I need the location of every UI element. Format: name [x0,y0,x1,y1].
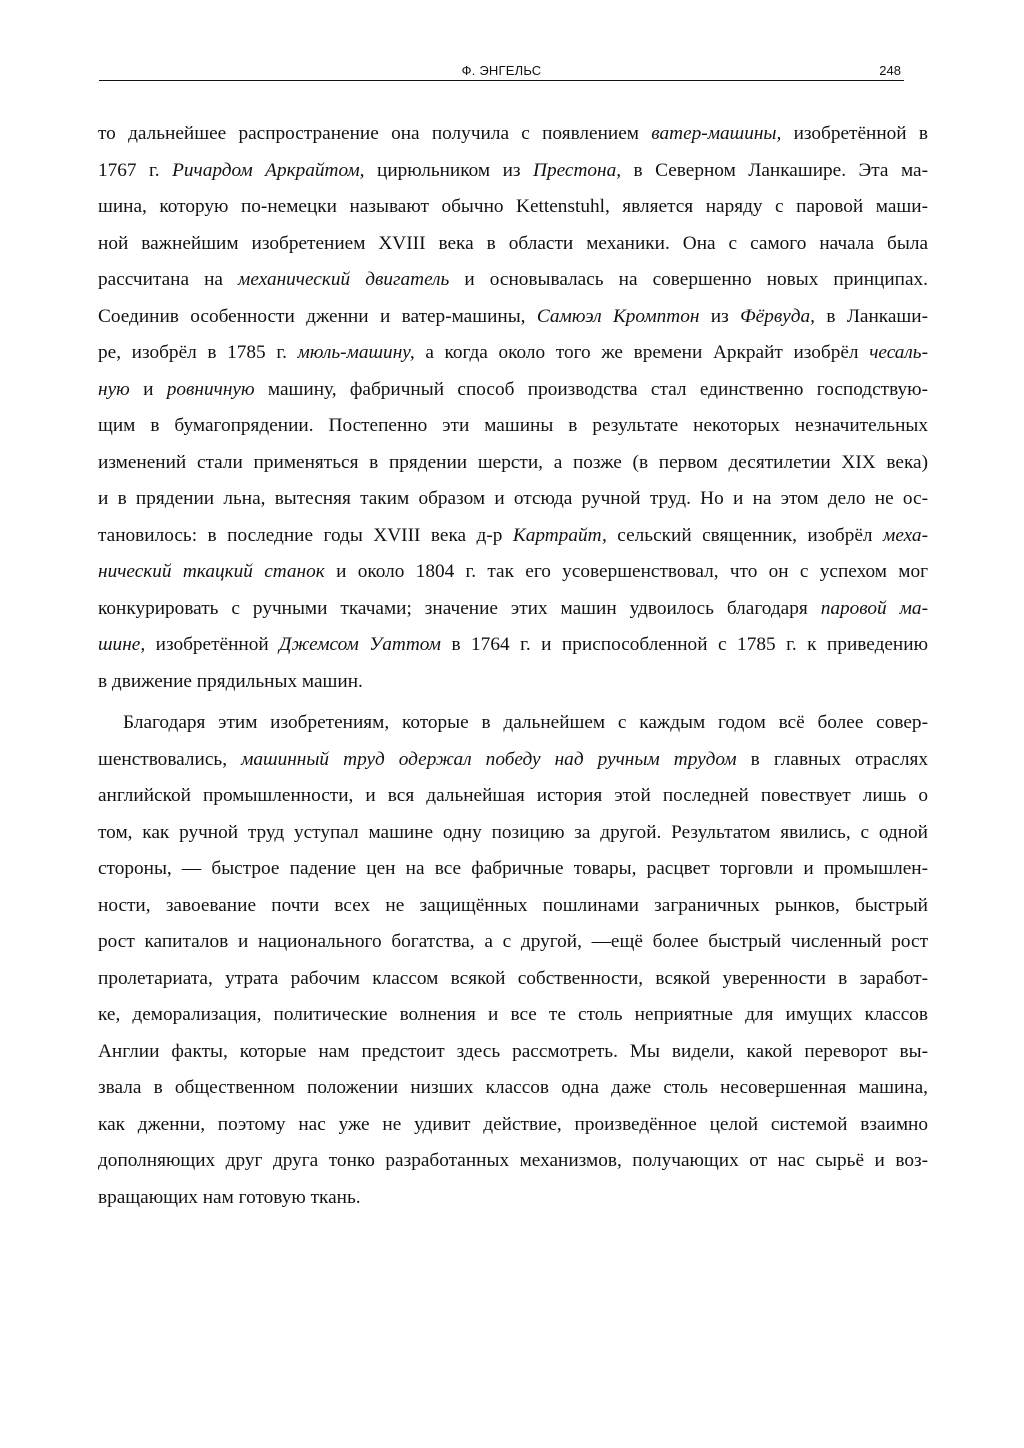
text-run: шенствовались, [98,748,242,770]
text-line [98,742,928,779]
running-header [99,62,904,81]
italic-run: Самюэл Кромптон [536,305,700,327]
text-run: 1767 г. [98,159,173,181]
text-line [98,888,928,925]
italic-run: чесаль- [869,342,928,363]
text-line [98,226,928,263]
text-run: рассчитана на [98,269,239,290]
text-run: в движение прядильных машин. [98,670,363,692]
text-line [98,1180,928,1217]
text-run: в Ланкаши- [814,305,928,327]
text-run: в 1764 г. и приспособленной с 1785 г. к приведению [440,634,928,655]
italic-run: шине, [98,634,146,655]
text-line [98,189,928,226]
italic-run: ную [98,378,130,400]
text-line [98,518,928,555]
text-run: щим в бумагопрядении. Постепенно эти машины в результате некоторых незначительных [98,415,928,436]
italic-run: Фёрвуда, [740,305,815,327]
text-run: Англии факты, которые нам предстоит здесь рассмотреть. Мы видели, какой переворот вы- [98,1040,928,1062]
italic-run: мюль-машину, [297,342,415,363]
text-run: английской промышленности, и вся дальнейшая история этой последней повествует лишь о [98,785,928,806]
page-number: 248 [879,63,901,78]
text-run: изменений стали применяться в прядении шерсти, а позже (в первом десятилетии XIX века) [98,451,928,473]
italic-run: Престона, [533,159,622,181]
text-line [98,778,928,815]
text-line [98,554,928,591]
text-line [98,664,928,701]
text-line [98,1070,928,1107]
italic-run: ватер-машины, [651,123,782,144]
text-run: то дальнейшее распространение она получила с появлением [98,123,652,144]
text-run: ной важнейшим изобретением XVIII века в области механики. Она с самого начала была [98,232,928,254]
text-run: как дженни, поэтому нас уже не удивит действие, произведённое целой системой взаимно [98,1113,928,1135]
text-line [98,408,928,445]
text-line [98,627,928,664]
text-line [98,1034,928,1071]
text-line [98,1107,928,1144]
text-line [98,153,928,190]
text-run: рост капиталов и национального богатства, а с другой, —ещё более быстрый численный рост [98,931,928,952]
italic-run: Ричардом Аркрайтом, [172,159,365,181]
text-run: а когда около того же времени Аркрайт изобрёл [414,342,870,363]
italic-run: паровой ма- [820,597,928,619]
text-line [98,997,928,1034]
text-line [98,851,928,888]
text-run: том, как ручной труд уступал машине одну позицию за другой. Результатом явились, с одной [98,821,928,843]
text-line [98,591,928,628]
text-run: изобретённой [145,634,280,655]
text-run: из [699,305,741,327]
text-line [98,815,928,852]
italic-run: нический ткацкий станок [98,561,325,582]
text-line [98,445,928,482]
text-run: Соединив особенности дженни и ватер-машины, [98,305,537,327]
italic-run: меха- [883,524,928,546]
text-line [98,262,928,299]
text-line [98,961,928,998]
running-title: Ф. ЭНГЕЛЬС [461,63,542,78]
text-line [98,924,928,961]
text-run: ке, деморализация, политические волнения и все те столь неприятные для имущих классов [98,1004,928,1025]
text-line [98,335,928,372]
italic-run: Джемсом Уаттом [279,634,441,655]
text-run: Благодаря этим изобретениям, которые в дальнейшем с каждым годом всё более совер- [123,712,928,733]
text-line [98,299,928,336]
text-run: шина, которую по-немецки называют обычно Kettenstuhl, является наряду с паровой маши- [98,196,928,217]
text-run: конкурировать с ручными ткачами; значение этих машин удвоилось благодаря [98,597,821,619]
text-run: в Северном Ланкашире. Эта ма- [621,159,928,181]
text-run: и [129,378,167,400]
text-run: ности, завоевание почти всех не защищённых пошлинами заграничных рынков, быстрый [98,894,928,916]
text-run: и основывалась на совершенно новых принципах. [449,269,928,290]
text-run: машину, фабричный способ производства стал единственно господствую- [254,378,928,400]
italic-run: Картрайт, [512,524,607,546]
text-run: ре, изобрёл в 1785 г. [98,342,298,363]
text-run: стороны, — быстрое падение цен на все фабричные товары, расцвет торговли и промышлен- [98,858,928,879]
italic-run: ровничную [166,378,255,400]
text-run: пролетариата, утрата рабочим классом всякой собственности, всякой уверенности в заработ- [98,967,928,989]
text-line [98,116,928,153]
text-line [98,705,928,742]
text-run: изобретённой в [781,123,928,144]
italic-run: машинный труд одержал победу над ручным трудом [241,748,737,770]
italic-run: механический двигатель [238,269,450,290]
text-run: цирюльником из [364,159,534,181]
text-run: дополняющих друг друга тонко разработанных механизмов, получающих от нас сырьё и воз- [98,1150,928,1171]
text-line [98,481,928,518]
text-run: звала в общественном положении низших классов одна даже столь несовершенная машина, [98,1077,928,1098]
text-run: сельский священник, изобрёл [606,524,884,546]
text-line [98,1143,928,1180]
paragraph [98,705,928,1216]
text-run: и в прядении льна, вытесняя таким образом и отсюда ручной труд. Но и на этом дело не ос- [98,488,928,509]
text-run: в главных отраслях [736,748,928,770]
text-run: тановилось: в последние годы XVIII века д-р [98,524,513,546]
paragraph [98,116,928,700]
body-text [98,116,928,1221]
text-run: и около 1804 г. так его усовершенствовал, что он с успехом мог [324,561,929,582]
text-run: вращающих нам готовую ткань. [98,1186,361,1208]
text-line [98,372,928,409]
